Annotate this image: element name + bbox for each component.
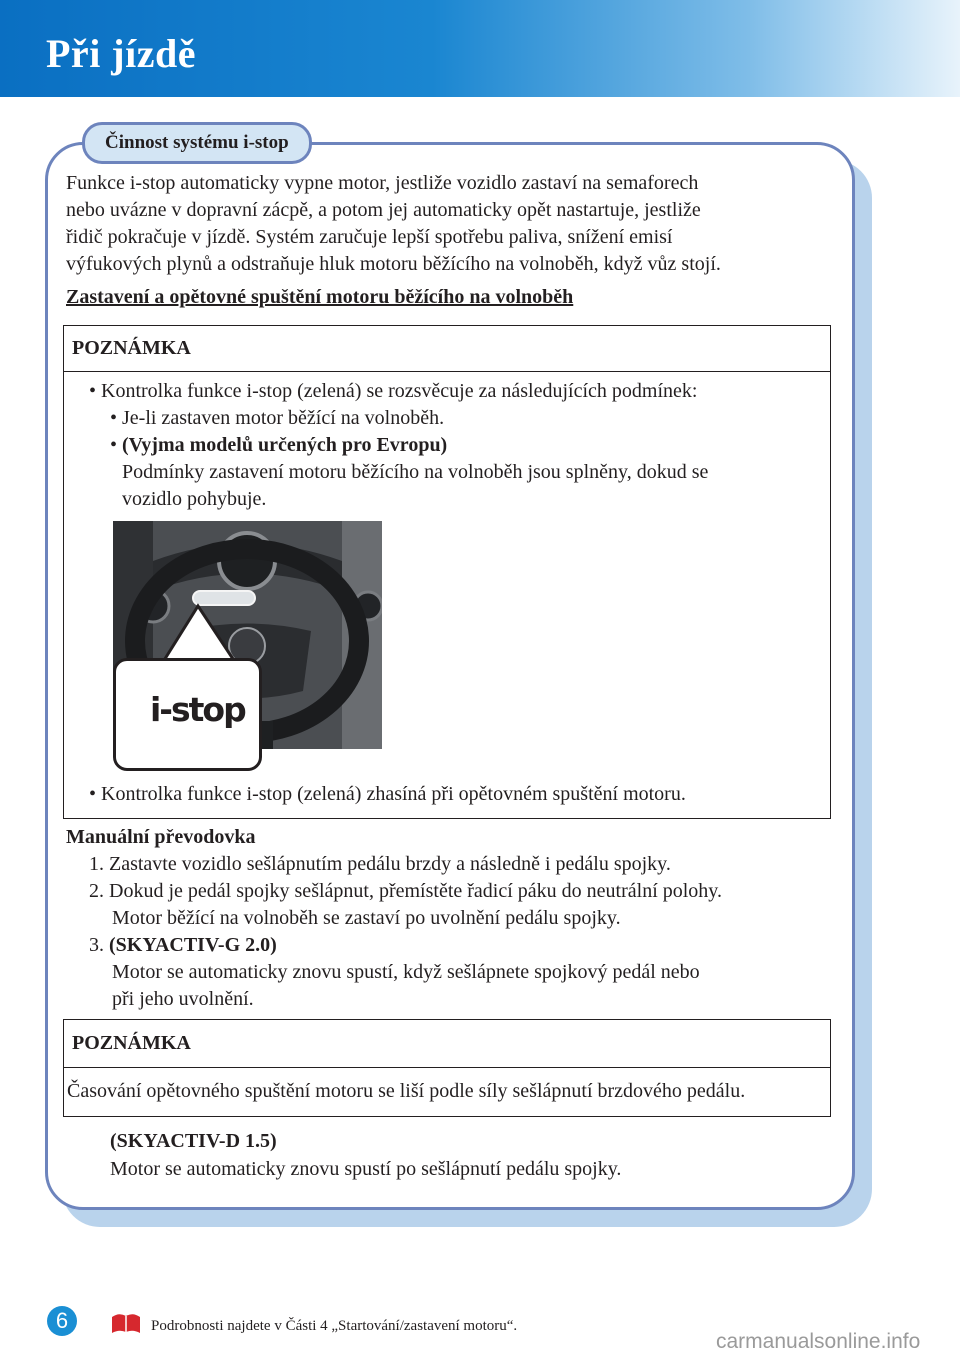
istop-indicator-label: i-stop [150, 690, 245, 729]
note-box-2 [63, 1019, 831, 1117]
intro-line: Funkce i-stop automaticky vypne motor, jestliže vozidlo zastaví na semaforech [66, 172, 699, 194]
manual-step-text: při jeho uvolnění. [112, 988, 254, 1010]
page-header [0, 0, 960, 97]
manual-step [89, 932, 277, 959]
note-text: Časování opětovného spuštění motoru se liší podle síly sešlápnutí brzdového pedálu. [67, 1080, 746, 1102]
section-tab: Činnost systému i-stop [82, 122, 312, 164]
note-title: POZNÁMKA [64, 326, 830, 372]
note-sub-bullet [110, 432, 447, 459]
intro-paragraph [66, 170, 826, 278]
page-number: 6 [47, 1306, 77, 1336]
note-bullet: • Kontrolka funkce i-stop (zelená) zhasíná při opětovném spuštění motoru. [89, 783, 686, 805]
book-icon [110, 1311, 142, 1335]
page-title: Při jízdě [46, 31, 196, 76]
manual-heading: Manuální převodovka [66, 826, 256, 848]
intro-line: výfukových plynů a odstraňuje hluk motoru běžícího na volnoběh, když vůz stojí. [66, 253, 721, 275]
manual-step-text: Motor běžící na volnoběh se zastaví po uvolnění pedálu spojky. [112, 907, 621, 929]
manual-step-text: Motor se automaticky znovu spustí, když sešlápnete spojkový pedál nebo [112, 961, 700, 983]
diesel-text: Motor se automaticky znovu spustí po sešlápnutí pedálu spojky. [110, 1158, 622, 1180]
bullet-marker: • [110, 434, 123, 456]
note-text: vozidlo pohybuje. [122, 488, 267, 510]
intro-line: nebo uvázne v dopravní zácpě, a potom jej automaticky opět nastartuje, jestliže [66, 199, 701, 221]
engine-variant: (SKYACTIV-G 2.0) [109, 934, 277, 956]
intro-line: řidič pokračuje v jízdě. Systém zaručuje lepší spotřebu paliva, snížení emisí [66, 226, 673, 248]
manual-step: 1. Zastavte vozidlo sešlápnutím pedálu brzdy a následně i pedálu spojky. [89, 853, 671, 875]
bold-condition: (Vyjma modelů určených pro Evropu) [122, 434, 448, 456]
footer-reference: Podrobnosti najdete v Části 4 „Startování/zastavení motoru“. [151, 1318, 518, 1334]
note-text: Podmínky zastavení motoru běžícího na volnoběh jsou splněny, dokud se [122, 461, 709, 483]
note-title: POZNÁMKA [64, 1020, 830, 1068]
manual-step: 2. Dokud je pedál spojky sešlápnut, přemístěte řadicí páku do neutrální polohy. [89, 880, 723, 902]
note-bullet: • Kontrolka funkce i-stop (zelená) se rozsvěcuje za následujících podmínek: [89, 380, 698, 402]
step-number: 3. [89, 934, 109, 956]
watermark: carmanualsonline.info [716, 1330, 921, 1353]
note-sub-bullet: • Je-li zastaven motor běžící na volnoběh. [110, 407, 445, 429]
subheading: Zastavení a opětovné spuštění motoru běžícího na volnoběh [66, 286, 574, 308]
diesel-heading: (SKYACTIV-D 1.5) [110, 1130, 277, 1152]
